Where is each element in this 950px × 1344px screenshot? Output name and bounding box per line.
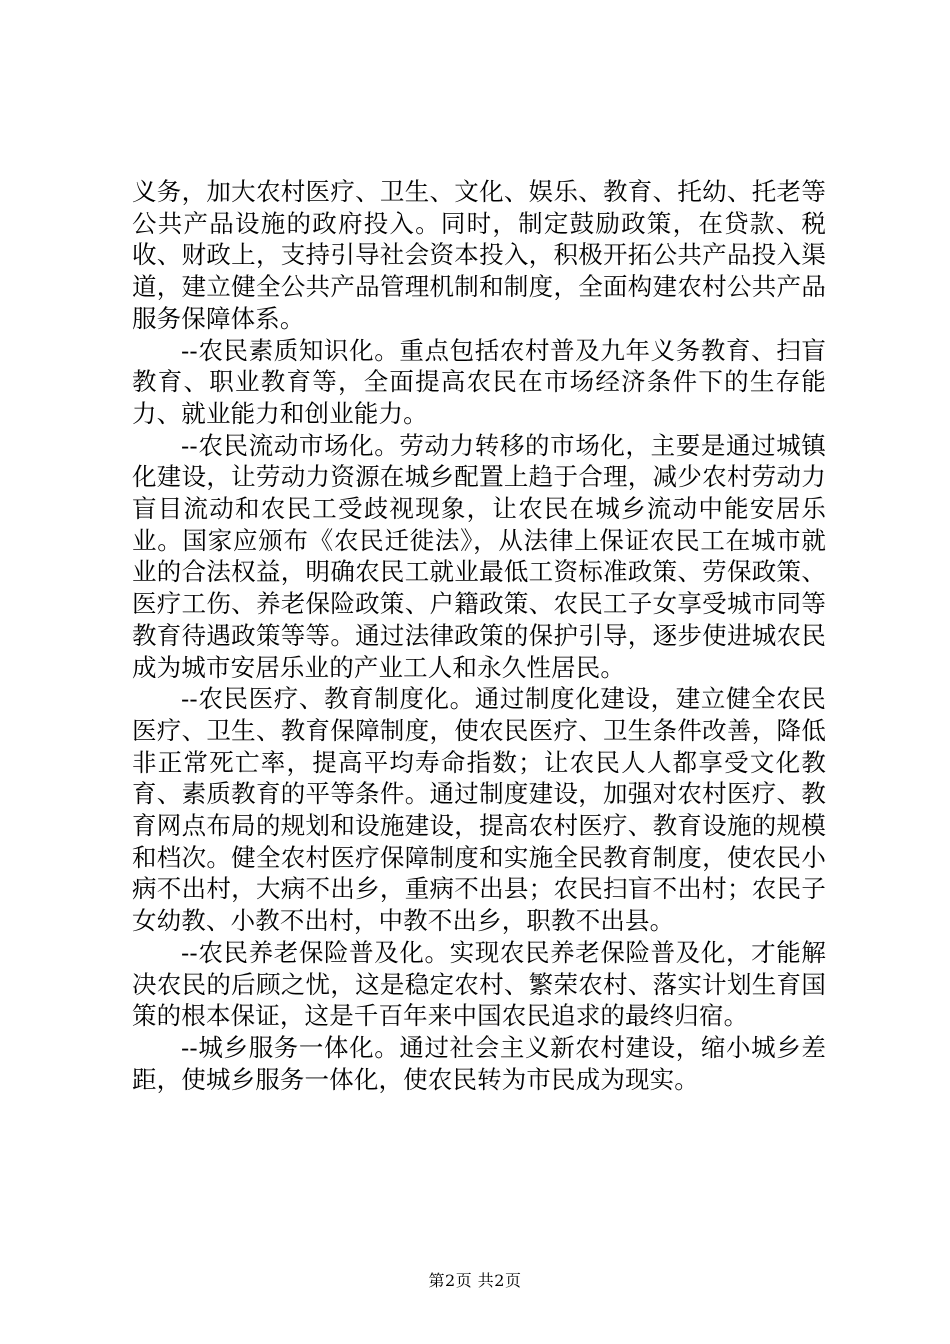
paragraph-medical-education: --农民医疗、教育制度化。通过制度化建设，建立健全农民医疗、卫生、教育保障制度，使农民医疗、卫生条件改善，降低非正常死亡率，提高平均寿命指数；让农民人人都享受文化教育、素质教育的平等条件。通过制度建设，加强对农村医疗、教育网点布局的规划和设施建设，提高农村医疗、教育设施的规模和档次。健全农村医疗保障制度和实施全民教育制度，使农民小病不出村，大病不出乡，重病不出县；农民扫盲不出村；农民子女幼教、小教不出村，中教不出乡，职教不出县。	[132, 684, 826, 936]
paragraph-pension-insurance: --农民养老保险普及化。实现农民养老保险普及化，才能解决农民的后顾之忧，这是稳定农村、繁荣农村、落实计划生育国策的根本保证，这是千百年来中国农民追求的最终归宿。	[132, 937, 826, 1031]
document-body	[132, 176, 826, 1095]
page-number-footer: 第2页 共2页	[428, 1271, 522, 1290]
paragraph-farmer-mobility: --农民流动市场化。劳动力转移的市场化，主要是通过城镇化建设，让劳动力资源在城乡配置上趋于合理，减少农村劳动力盲目流动和农民工受歧视现象，让农民在城乡流动中能安居乐业。国家应颁布《农民迁徙法》，从法律上保证农民工在城市就业的合法权益，明确农民工就业最低工资标准政策、劳保政策、医疗工伤、养老保险政策、户籍政策、农民工子女享受城市同等教育待遇政策等等。通过法律政策的保护引导，逐步使进城农民成为城市安居乐业的产业工人和永久性居民。	[132, 430, 826, 682]
paragraph-farmer-quality: --农民素质知识化。重点包括农村普及九年义务教育、扫盲教育、职业教育等，全面提高农民在市场经济条件下的生存能力、就业能力和创业能力。	[132, 335, 826, 428]
paragraph-continuation: 义务，加大农村医疗、卫生、文化、娱乐、教育、托幼、托老等公共产品设施的政府投入。同时，制定鼓励政策，在贷款、税收、财政上，支持引导社会资本投入，积极开拓公共产品投入渠道，建立健全公共产品管理机制和制度，全面构建农村公共产品服务保障体系。	[132, 177, 826, 333]
paragraph-urban-rural-service: --城乡服务一体化。通过社会主义新农村建设，缩小城乡差距，使城乡服务一体化，使农民转为市民成为现实。	[132, 1032, 826, 1094]
